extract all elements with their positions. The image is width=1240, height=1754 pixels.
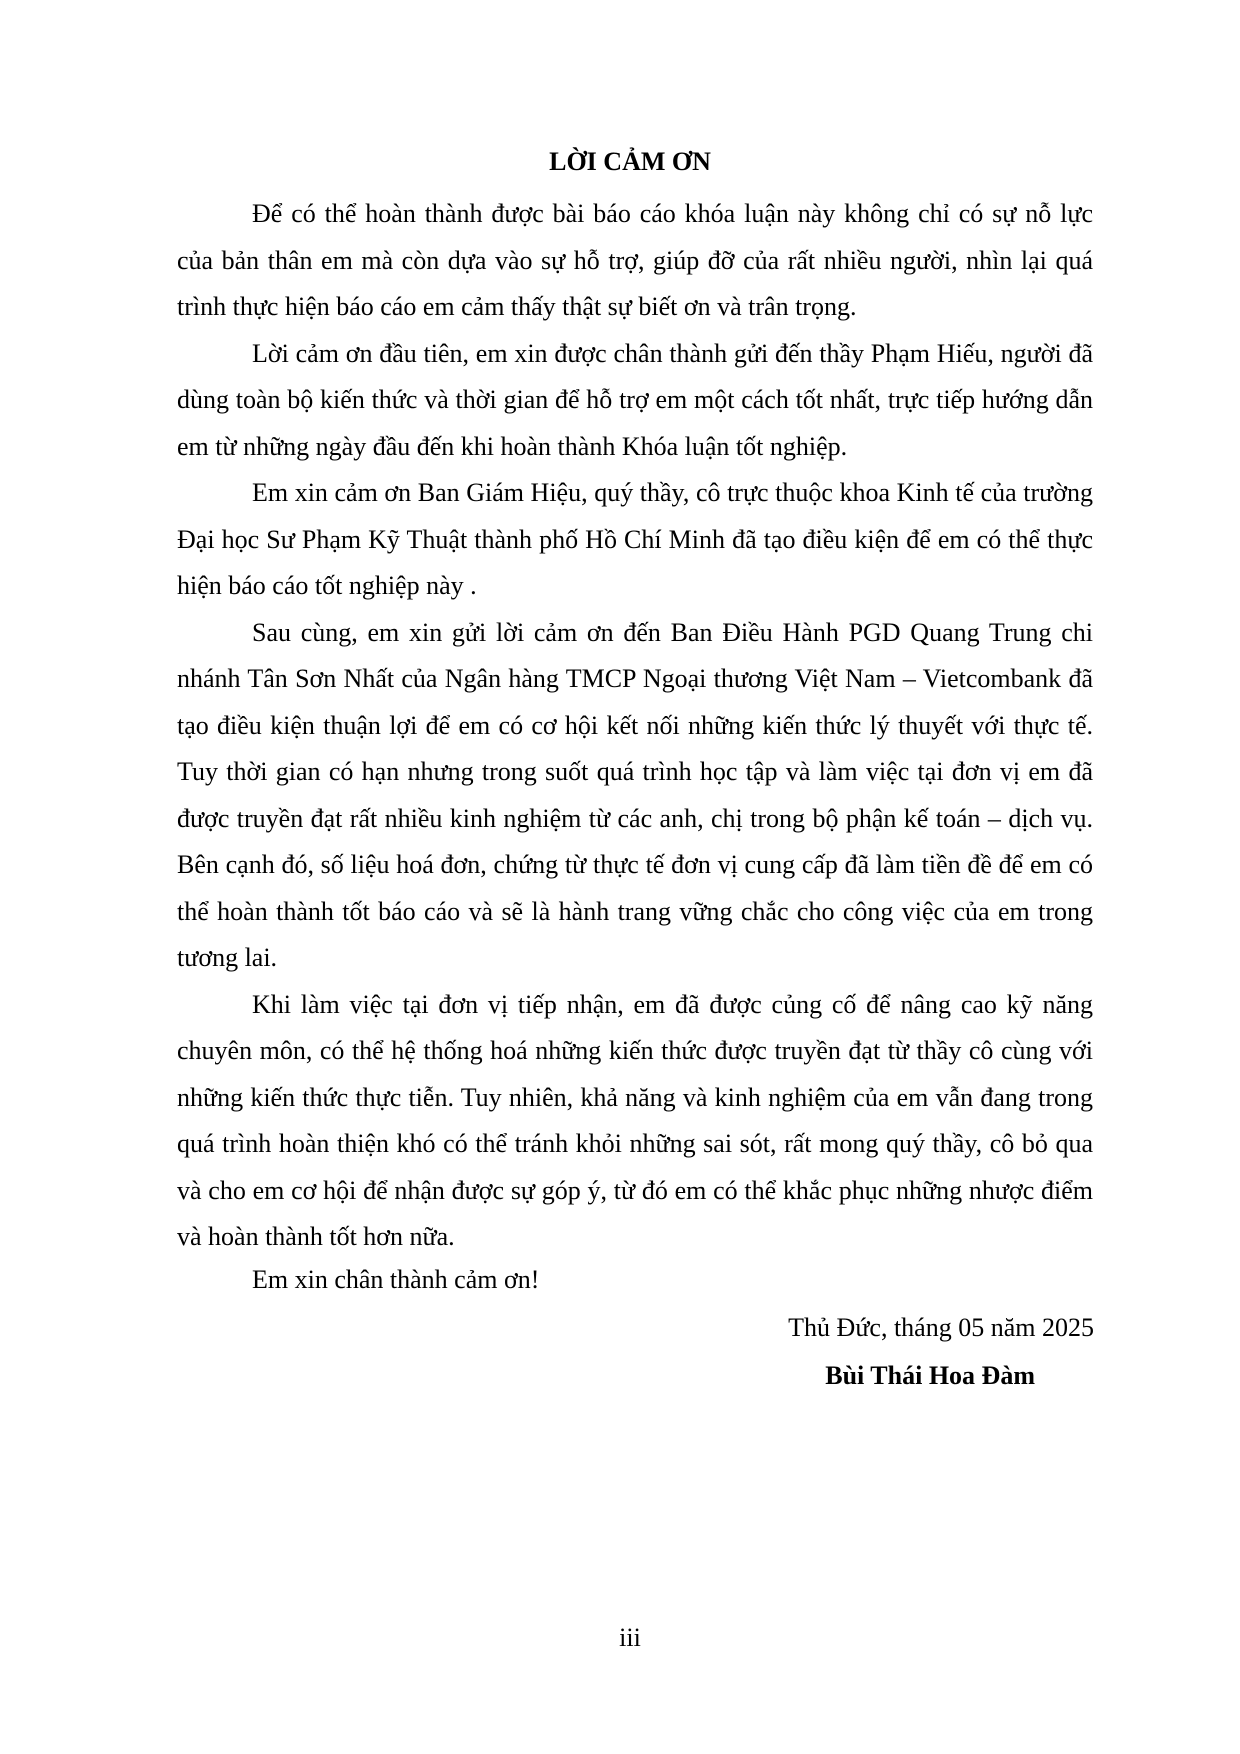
acknowledgement-body [177,191,1093,1261]
signature-name: Bùi Thái Hoa Đàm [825,1361,1035,1390]
paragraph-intro: Để có thể hoàn thành được bài báo cáo khóa luận này không chỉ có sự nỗ lực của bản thân em mà còn dựa vào sự hỗ trợ, giúp đỡ của rất nhiều người, nhìn lại quá trình thực hiện báo cáo em cảm thấy thật sự biết ơn và trân trọng. [177,199,1093,321]
signature-date: Thủ Đức, tháng 05 năm 2025 [788,1313,1094,1342]
page-number: iii [619,1623,641,1652]
paragraph-experience: Khi làm việc tại đơn vị tiếp nhận, em đã được củng cố để nâng cao kỹ năng chuyên môn, có thể hệ thống hoá những kiến thức được truyền đạt từ thầy cô cùng với những kiến thức thực tiễn. Tuy nhiên, khả năng và kinh nghiệm của em vẫn đang trong quá trình hoàn thiện khó có thể tránh khỏi những sai sót, rất mong quý thầy, cô bỏ qua và cho em cơ hội để nhận được sự góp ý, từ đó em có thể khắc phục những nhược điểm và hoàn thành tốt hơn nữa. [177,989,1093,1251]
paragraph-bank: Sau cùng, em xin gửi lời cảm ơn đến Ban Điều Hành PGD Quang Trung chi nhánh Tân Sơn Nhất của Ngân hàng TMCP Ngoại thương Việt Nam – Vietcombank đã tạo điều kiện thuận lợi để em có cơ hội kết nối những kiến thức lý thuyết với thực tế. Tuy thời gian có hạn nhưng trong suốt quá trình học tập và làm việc tại đơn vị em đã được truyền đạt rất nhiều kinh nghiệm từ các anh, chị trong bộ phận kế toán – dịch vụ. Bên cạnh đó, số liệu hoá đơn, chứng từ thực tế đơn vị cung cấp đã làm tiền đề để em có thể hoàn thành tốt báo cáo và sẽ là hành trang vững chắc cho công việc của em trong tương lai. [177,617,1093,972]
paragraph-advisor: Lời cảm ơn đầu tiên, em xin được chân thành gửi đến thầy Phạm Hiếu, người đã dùng toàn bộ kiến thức và thời gian để hỗ trợ em một cách tốt nhất, trực tiếp hướng dẫn em từ những ngày đầu đến khi hoàn thành Khóa luận tốt nghiệp. [177,338,1093,461]
closing-thanks: Em xin chân thành cảm ơn! [252,1265,540,1294]
paragraph-faculty: Em xin cảm ơn Ban Giám Hiệu, quý thầy, cô trực thuộc khoa Kinh tế của trường Đại học Sư Phạm Kỹ Thuật thành phố Hồ Chí Minh đã tạo điều kiện để em có thể thực hiện báo cáo tốt nghiệp này . [177,478,1093,600]
page-title: LỜI CẢM ƠN [549,147,711,176]
